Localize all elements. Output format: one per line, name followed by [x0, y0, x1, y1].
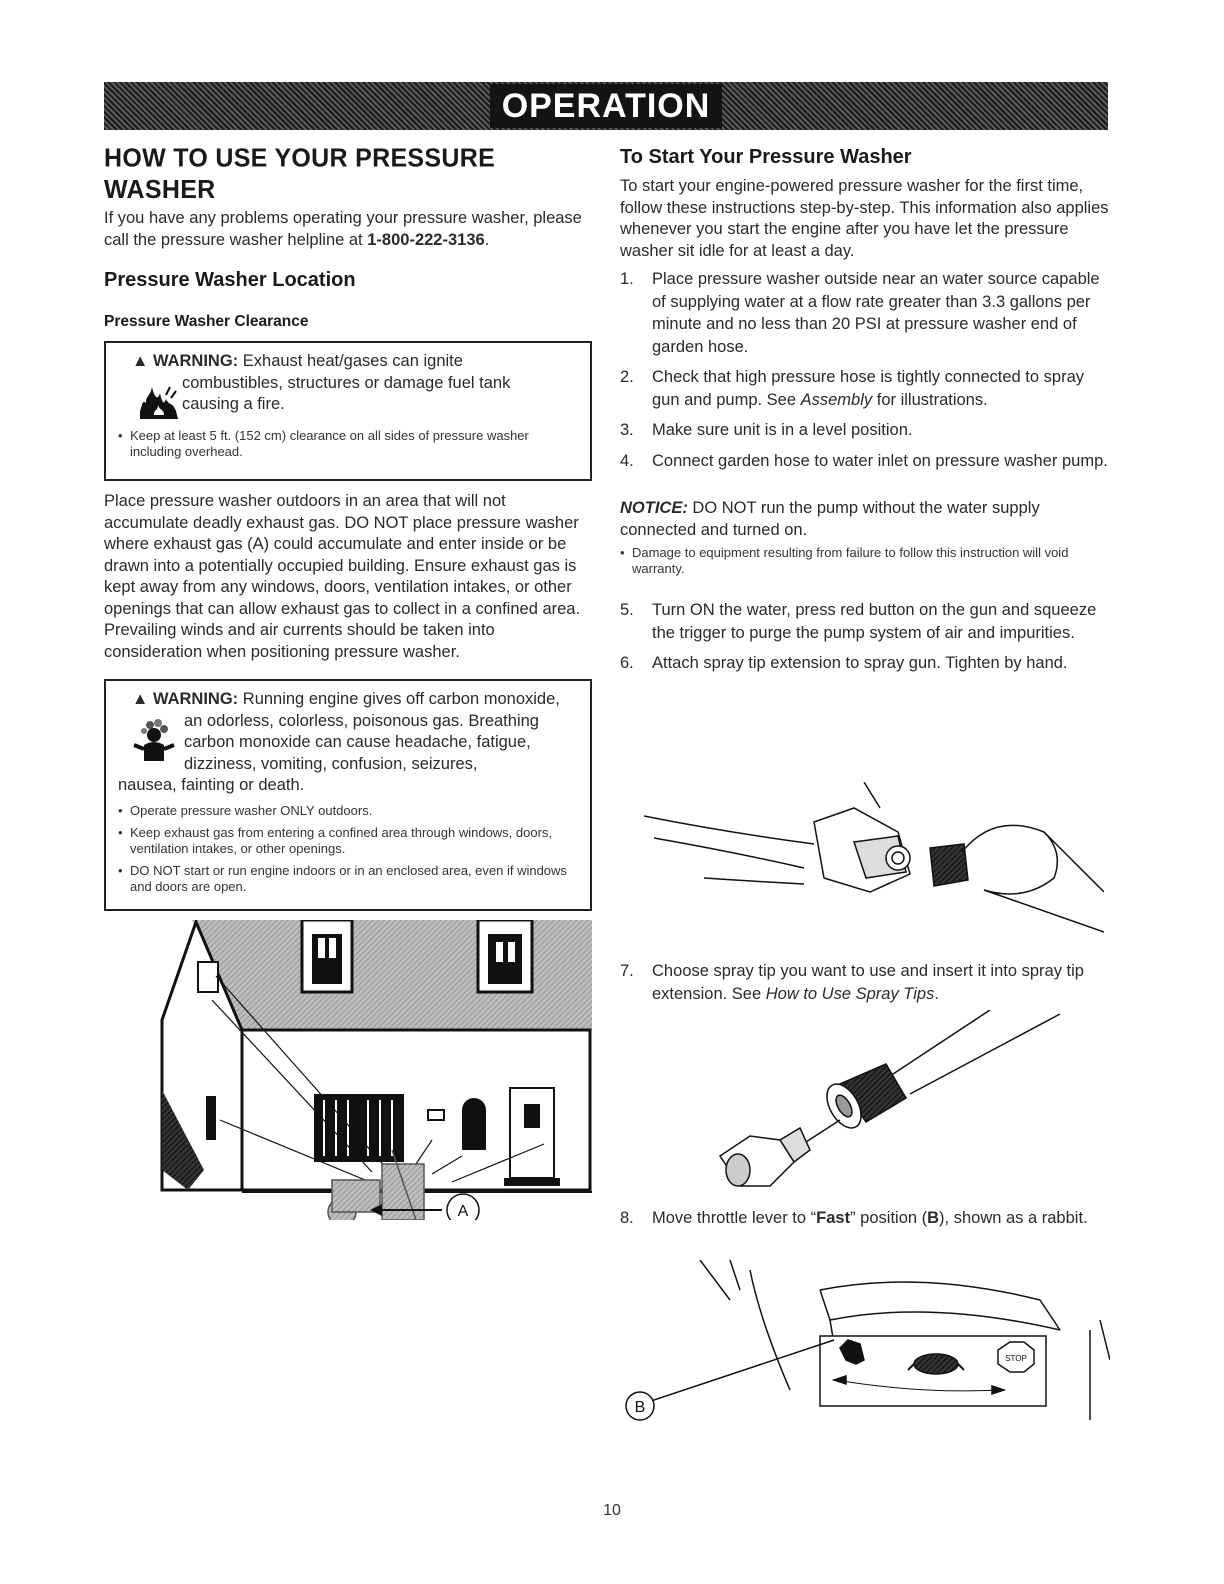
house-exhaust-illustration [152, 920, 598, 1220]
co-warning-bullets [118, 803, 580, 895]
step-7-list [620, 960, 1110, 1013]
co-warning-last: nausea, fainting or death. [118, 776, 305, 794]
fire-warning-bullets [118, 428, 580, 460]
notice-bullet: • Damage to equipment resulting from failure to follow this instruction will void warranty. [620, 545, 1110, 577]
fire-warning-label: WARNING: [152, 352, 239, 370]
co-warning-bullet: • Keep exhaust gas from entering a confined area through windows, doors, ventilation intakes, or other openings. [118, 825, 580, 857]
step-number: 6. [620, 654, 634, 672]
main-heading: HOW TO USE YOUR PRESSURE WASHER [104, 143, 496, 205]
step-item [620, 960, 1110, 1005]
spray-tip-illustration [710, 1010, 1070, 1200]
step-number: 2. [620, 368, 634, 386]
page-number: 10 [603, 1502, 621, 1519]
carbon-monoxide-warning-box [104, 679, 592, 911]
fast-label: Fast [816, 1209, 851, 1227]
right-column [620, 140, 1110, 1416]
co-warning-bullet: • Operate pressure washer ONLY outdoors. [118, 803, 580, 819]
callout-b: B [634, 1399, 646, 1416]
step-text-part: ), shown as a rabbit. [939, 1209, 1088, 1227]
step-text-part: ” position ( [850, 1209, 928, 1227]
step-number: 8. [620, 1209, 634, 1227]
section-banner [104, 82, 1108, 130]
fire-warning-line1: Exhaust heat/gases can ignite [238, 352, 463, 370]
start-intro: To start your engine-powered pressure washer for the first time, follow these instructions step-by-step. This information also applies whenever you start the engine after you have let the pressure washer sit idle for at least a day. [620, 177, 1109, 260]
helpline-number: 1-800-222-3136 [367, 230, 485, 249]
stop-sign-label: STOP [1005, 1354, 1027, 1363]
co-warning-label: WARNING: [152, 690, 239, 708]
step-text-part: . [934, 984, 939, 1003]
fire-warning-box [104, 341, 592, 481]
step-text-reference: How to Use Spray Tips [765, 984, 935, 1003]
notice-label: NOTICE: [620, 499, 688, 517]
step-text: Place pressure washer outside near an water source capable of supplying water at a flow rate greater than 3.3 gallons per minute and no less than 20 PSI at pressure washer end of garden hose. [652, 270, 1100, 356]
poison-gas-icon [130, 715, 180, 763]
notice-text: DO NOT run the pump without the water supply connected and turned on. [620, 499, 1040, 539]
step-text: Connect garden hose to water inlet on pressure washer pump. [652, 451, 1108, 470]
step-item [620, 366, 1110, 411]
co-warning-text: an odorless, colorless, poisonous gas. Breathing carbon monoxide can cause headache, fatigue, dizziness, vomiting, confusion, seizures, [184, 711, 539, 773]
step-number: 5. [620, 601, 634, 619]
co-warning-line1: Running engine gives off carbon monoxide, [238, 690, 560, 708]
callout-b-ref: B [927, 1209, 940, 1227]
notice-bullets [620, 545, 1110, 577]
placement-paragraph: Place pressure washer outdoors in an area that will not accumulate deadly exhaust gas. DO NOT place pressure washer where exhaust gas (A) could accumulate and enter inside or be drawn into a potentially occupied building. Ensure exhaust gas is kept away from any windows, doors, ventilation intakes, or other openings that can allow exhaust gas to collect in a confined area. Prevailing winds and air currents should be taken into consideration when positioning pressure washer. [104, 492, 581, 661]
fire-warning-text: combustibles, structures or damage fuel tank causing a fire. [182, 373, 511, 413]
left-column [104, 140, 592, 1220]
step-text: Attach spray tip extension to spray gun. Tighten by hand. [652, 654, 1068, 672]
step-number: 4. [620, 451, 634, 470]
fire-icon [136, 381, 182, 421]
step-text [652, 366, 1110, 411]
callout-a: A [457, 1203, 469, 1220]
step-item [620, 450, 1110, 473]
co-warning-header [118, 689, 580, 711]
step-item [620, 268, 1110, 358]
step-number: 3. [620, 421, 634, 439]
step-number: 7. [620, 962, 634, 980]
banner-title: OPERATION [490, 84, 723, 128]
step-text-part: for illustrations. [872, 390, 988, 409]
step-text-part: Check that high pressure hose is tightly connected to spray gun and pump. See [652, 368, 1084, 409]
step-text: Turn ON the water, press red button on the gun and squeeze the trigger to purge the pump system of air and impurities. [652, 601, 1097, 642]
clearance-heading: Pressure Washer Clearance [104, 313, 309, 330]
steps-list-b [620, 599, 1110, 675]
step-8 [620, 1208, 1110, 1230]
step-text [652, 960, 1110, 1005]
intro-end: . [484, 230, 490, 249]
step-text-part: Choose spray tip you want to use and insert it into spray tip extension. See [652, 962, 1084, 1003]
co-warning-bullet: • DO NOT start or run engine indoors or in an enclosed area, even if windows and doors are open. [118, 863, 580, 895]
location-heading: Pressure Washer Location [104, 269, 356, 291]
step-text-reference: Assembly [800, 390, 873, 409]
step-text-part: Move throttle lever to “ [652, 1209, 817, 1227]
step-item [620, 599, 1110, 644]
fire-warning-header [118, 351, 580, 373]
notice-paragraph [620, 498, 1110, 541]
intro-text: If you have any problems operating your pressure washer, please call the pressure washer helpline at [104, 209, 582, 249]
throttle-illustration [620, 1260, 1110, 1430]
start-heading: To Start Your Pressure Washer [620, 146, 912, 168]
step-text: Make sure unit is in a level position. [652, 421, 913, 439]
warning-triangle-icon: ▲ [132, 690, 149, 708]
intro-paragraph [104, 208, 592, 251]
steps-list-a [620, 268, 1110, 472]
step-item [620, 419, 1110, 442]
spray-extension-illustration [644, 782, 1104, 942]
step-number: 1. [620, 270, 634, 288]
step-item [620, 652, 1110, 675]
fire-warning-bullet: • Keep at least 5 ft. (152 cm) clearance on all sides of pressure washer including overhead. [118, 428, 580, 460]
warning-triangle-icon: ▲ [132, 352, 149, 370]
